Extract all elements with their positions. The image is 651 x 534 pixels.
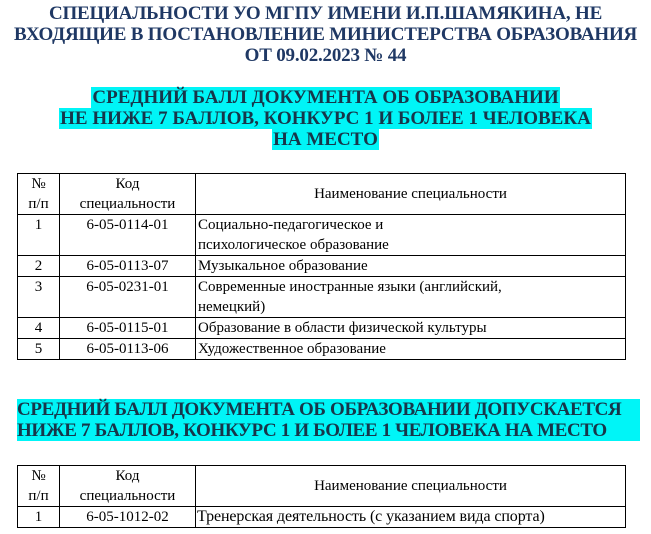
cell-code: 6-05-0115-01: [60, 318, 196, 339]
header-num: [18, 174, 60, 215]
table-row: [18, 277, 626, 318]
header-code-line1: Код: [115, 176, 140, 192]
header-code-line2: специальности: [79, 488, 176, 504]
header-num: [18, 466, 60, 507]
section2-specialties-table: [17, 465, 626, 528]
header-num-line1: №: [31, 468, 46, 484]
header-num-line2: п/п: [28, 488, 49, 504]
cell-num: 5: [18, 339, 60, 360]
cell-name: Тренерская деятельность (с указанием вида спорта): [196, 507, 626, 528]
cell-code: 6-05-0113-07: [60, 256, 196, 277]
header-name: Наименование специальности: [196, 466, 626, 507]
header-num-line1: №: [31, 176, 46, 192]
section2-heading-line: НИЖЕ 7 БАЛЛОВ, КОНКУРС 1 И БОЛЕЕ 1 ЧЕЛОВЕКА НА МЕСТО: [17, 420, 607, 441]
header-code: [60, 466, 196, 507]
header-code-line1: Код: [115, 468, 140, 484]
section1-heading: [0, 87, 651, 150]
header-code: [60, 174, 196, 215]
cell-code: 6-05-0231-01: [60, 277, 196, 318]
table-row: [18, 215, 626, 256]
section1-heading-line: НА МЕСТО: [273, 129, 378, 150]
cell-code: 6-05-0113-06: [60, 339, 196, 360]
header-code-line2: специальности: [79, 196, 176, 212]
title-line: СПЕЦИАЛЬНОСТИ УО МГПУ ИМЕНИ И.П.ШАМЯКИНА, НЕ: [48, 3, 603, 24]
header-num-line2: п/п: [28, 196, 49, 212]
section1-heading-line: НЕ НИЖЕ 7 БАЛЛОВ, КОНКУРС 1 И БОЛЕЕ 1 ЧЕЛОВЕКА: [60, 108, 591, 129]
cell-name: Образование в области физической культуры: [196, 318, 626, 339]
cell-name: Современные иностранные языки (английский, немецкий): [196, 277, 626, 318]
cell-name: Музыкальное образование: [196, 256, 626, 277]
cell-num: 3: [18, 277, 60, 318]
cell-name: Художественное образование: [196, 339, 626, 360]
table-row: [18, 507, 626, 528]
table-row: [18, 256, 626, 277]
document-title: [0, 3, 651, 66]
table-row: [18, 318, 626, 339]
cell-num: 2: [18, 256, 60, 277]
title-line: ОТ 09.02.2023 № 44: [244, 45, 407, 66]
header-name: Наименование специальности: [196, 174, 626, 215]
table-header-row: [18, 466, 626, 507]
section1-specialties-table: [17, 173, 626, 360]
table-row: [18, 339, 626, 360]
cell-num: 4: [18, 318, 60, 339]
cell-num: 1: [18, 215, 60, 256]
table-header-row: [18, 174, 626, 215]
cell-num: 1: [18, 507, 60, 528]
title-line: ВХОДЯЩИЕ В ПОСТАНОВЛЕНИЕ МИНИСТЕРСТВА ОБРАЗОВАНИЯ: [13, 24, 638, 45]
section2-heading-line: СРЕДНИЙ БАЛЛ ДОКУМЕНТА ОБ ОБРАЗОВАНИИ ДОПУСКАЕТСЯ: [17, 399, 622, 420]
cell-name: Социально-педагогическое и психологическое образование: [196, 215, 626, 256]
cell-code: 6-05-1012-02: [60, 507, 196, 528]
cell-code: 6-05-0114-01: [60, 215, 196, 256]
section2-heading: [17, 399, 640, 441]
section1-heading-line: СРЕДНИЙ БАЛЛ ДОКУМЕНТА ОБ ОБРАЗОВАНИИ: [92, 87, 559, 108]
